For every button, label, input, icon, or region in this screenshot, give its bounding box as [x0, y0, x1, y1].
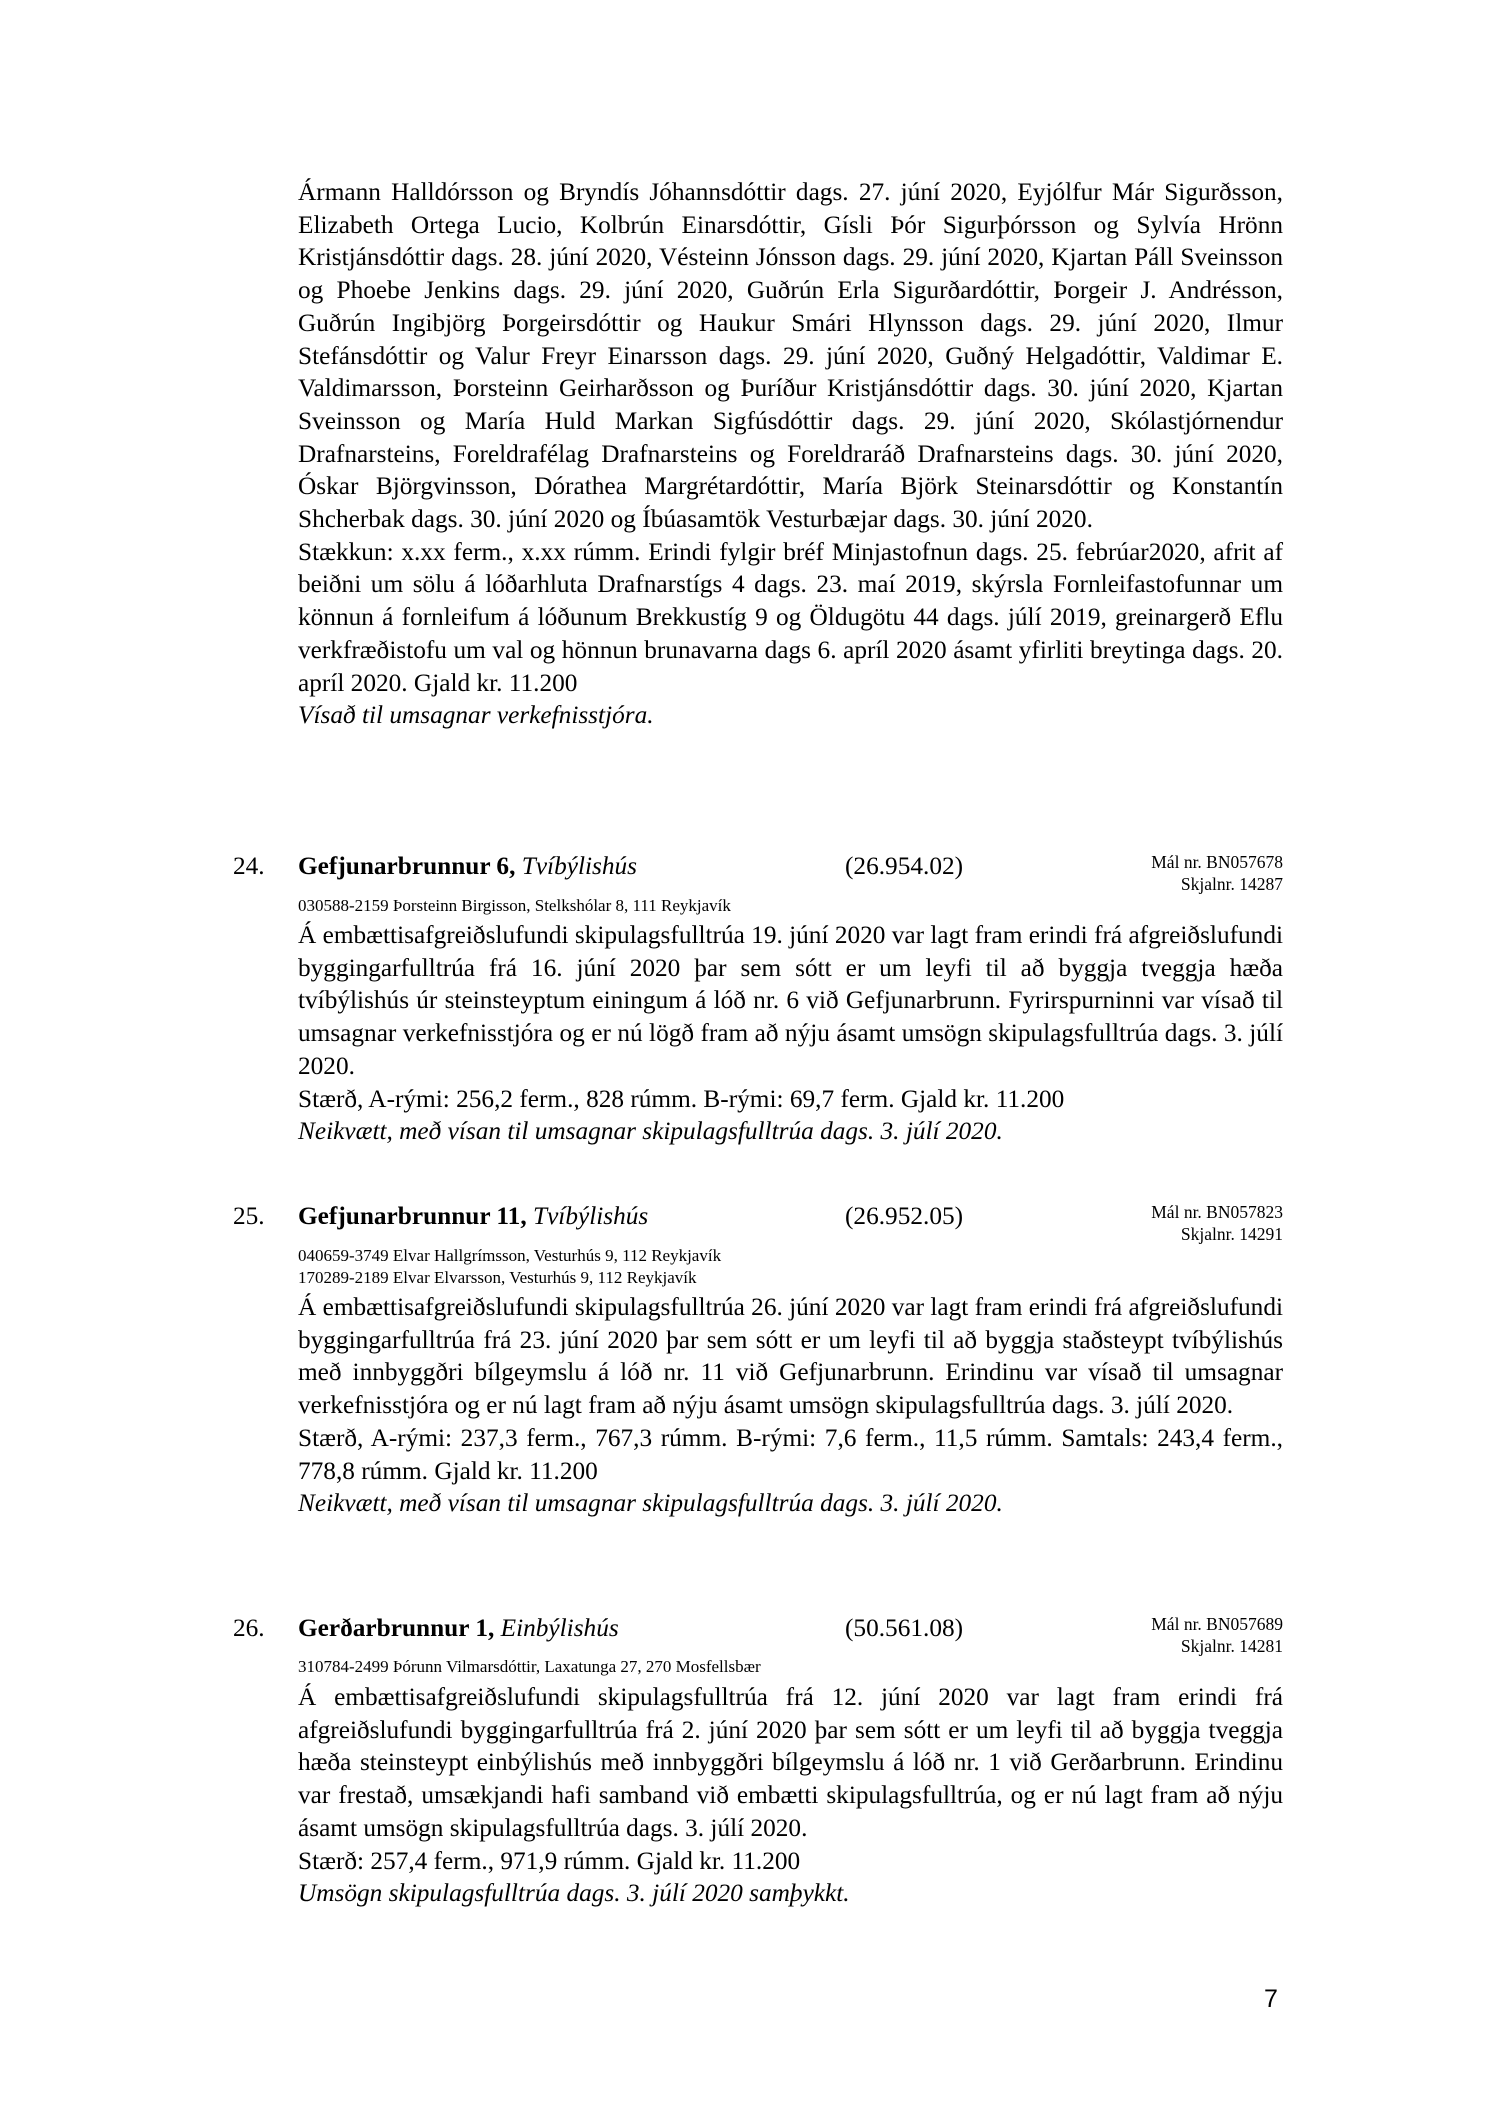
- item-reference: [1151, 1201, 1283, 1245]
- item-number: 25.: [233, 1202, 265, 1230]
- item-skjal-number: Skjalnr. 14287: [1180, 874, 1283, 894]
- item-reference: [1151, 851, 1283, 895]
- item-title: [298, 852, 637, 881]
- item-owner: 030588-2159 Þorsteinn Birgisson, Stelkshólar 8, 111 Reykjavík: [298, 896, 731, 915]
- item-owner: 170289-2189 Elvar Elvarsson, Vesturhús 9, 112 Reykjavík: [298, 1268, 697, 1287]
- item-title: [298, 1614, 619, 1643]
- item-decision: Neikvætt, með vísan til umsagnar skipulagsfulltrúa dags. 3. júlí 2020.: [298, 1117, 1003, 1146]
- item-owner: 040659-3749 Elvar Hallgrímsson, Vesturhús 9, 112 Reykjavík: [298, 1246, 722, 1265]
- item-size: Stærð: 257,4 ferm., 971,9 rúmm. Gjald kr. 11.200: [298, 1846, 801, 1875]
- item-number: 24.: [233, 852, 265, 880]
- item-mal-number: Mál nr. BN057678: [1151, 852, 1283, 872]
- page-number: 7: [1264, 1985, 1278, 2013]
- item-owners: [298, 1245, 721, 1289]
- item-land-number: (50.561.08): [845, 1614, 964, 1642]
- item-mal-number: Mál nr. BN057689: [1151, 1614, 1283, 1634]
- intro-block: [298, 176, 1283, 732]
- item-land-number: (26.952.05): [845, 1202, 964, 1230]
- item-decision: Umsögn skipulagsfulltrúa dags. 3. júlí 2020 samþykkt.: [298, 1879, 850, 1908]
- item-decision: Neikvætt, með vísan til umsagnar skipulagsfulltrúa dags. 3. júlí 2020.: [298, 1489, 1003, 1518]
- item-owners: [298, 1656, 761, 1678]
- intro-text: Ármann Halldórsson og Bryndís Jóhannsdóttir dags. 27. júní 2020, Eyjólfur Már Sigurðsson, Elizabeth Ortega Lucio, Kolbrún Einarsdóttir, Gísli Þór Sigurþórsson og Sylvía Hrönn Kristjánsdóttir dags. 28. júní 2020, Vésteinn Jónsson dags. 29. júní 2020, Kjartan Páll Sveinsson og Phoebe Jenkins dags. 29. júní 2020, Guðrún Erla Sigurðardóttir, Þorgeir J. Andrésson, Guðrún Ingibjörg Þorgeirsdóttir og Haukur Smári Hlynsson dags. 29. júní 2020, Ilmur Stefánsdóttir og Valur Freyr Einarsson dags. 29. júní 2020, Guðný Helgadóttir, Valdimar E. Valdimarsson, Þorsteinn Geirharðsson og Þuríður Kristjánsdóttir dags. 30. júní 2020, Kjartan Sveinsson og María Huld Markan Sigfúsdóttir dags. 29. júní 2020, Skólastjórnendur Drafnarsteins, Foreldrafélag Drafnarsteins og Foreldraráð Drafnarsteins dags. 30. júní 2020, Óskar Björgvinsson, Dórathea Margrétardóttir, María Björk Steinarsdóttir og Konstantín Shcherbak dags. 30. júní 2020 og Íbúasamtök Vesturbæjar dags. 30. júní 2020.: [298, 178, 1283, 534]
- intro-decision: Vísað til umsagnar verkefnisstjóra.: [298, 701, 654, 730]
- item-street: Gefjunarbrunnur 11,: [298, 1202, 527, 1230]
- item-type: Einbýlishús: [500, 1614, 619, 1642]
- item-text: Á embættisafgreiðslufundi skipulagsfulltrúa 19. júní 2020 var lagt fram erindi frá afgreiðslufundi byggingarfulltrúa frá 16. júní 2020 þar sem sótt er um leyfi til að byggja tveggja hæða tvíbýlishús úr steinsteyptum einingum á lóð nr. 6 við Gefjunarbrunn. Fyrirspurninni var vísað til umsagnar verkefnisstjóra og er nú lögð fram að nýju ásamt umsögn skipulagsfulltrúa dags. 3. júlí 2020.: [298, 921, 1283, 1080]
- item-text: Á embættisafgreiðslufundi skipulagsfulltrúa frá 12. júní 2020 var lagt fram erindi frá afgreiðslufundi byggingarfulltrúa frá 2. júní 2020 þar sem sótt er um leyfi til að byggja tveggja hæða steinsteypt einbýlishús með innbyggðri bílgeymslu á lóð nr. 1 við Gerðarbrunn. Erindinu var frestað, umsækjandi hafi samband við embætti skipulagsfulltrúa, og er nú lagt fram að nýju ásamt umsögn skipulagsfulltrúa dags. 3. júlí 2020.: [298, 1683, 1283, 1842]
- item-type: Tvíbýlishús: [533, 1202, 649, 1230]
- item-title: [298, 1202, 648, 1231]
- item-text: Á embættisafgreiðslufundi skipulagsfulltrúa 26. júní 2020 var lagt fram erindi frá afgreiðslufundi byggingarfulltrúa frá 23. júní 2020 þar sem sótt er um leyfi til að byggja staðsteypt tvíbýlishús með innbyggðri bílgeymslu á lóð nr. 11 við Gefjunarbrunn. Erindinu var vísað til umsagnar verkefnisstjóra og er nú lagt fram að nýju ásamt umsögn skipulagsfulltrúa dags. 3. júlí 2020.: [298, 1293, 1283, 1420]
- item-size: Stærð, A-rými: 256,2 ferm., 828 rúmm. B-rými: 69,7 ferm. Gjald kr. 11.200: [298, 1084, 1065, 1113]
- item-land-number: (26.954.02): [845, 852, 964, 880]
- item-body: [298, 1681, 1283, 1910]
- item-street: Gefjunarbrunnur 6,: [298, 852, 516, 880]
- item-skjal-number: Skjalnr. 14281: [1180, 1636, 1283, 1656]
- item-body: [298, 1291, 1283, 1520]
- item-owners: [298, 895, 731, 917]
- item-size: Stærð, A-rými: 237,3 ferm., 767,3 rúmm. B-rými: 7,6 ferm., 11,5 rúmm. Samtals: 243,4 ferm., 778,8 rúmm. Gjald kr. 11.200: [298, 1423, 1283, 1485]
- item-mal-number: Mál nr. BN057823: [1151, 1202, 1283, 1222]
- item-reference: [1151, 1613, 1283, 1657]
- item-street: Gerðarbrunnur 1,: [298, 1614, 495, 1642]
- item-type: Tvíbýlishús: [521, 852, 637, 880]
- item-number: 26.: [233, 1614, 265, 1642]
- intro-size: Stækkun: x.xx ferm., x.xx rúmm. Erindi fylgir bréf Minjastofnun dags. 25. febrúar2020, afrit af beiðni um sölu á lóðarhluta Drafnarstígs 4 dags. 23. maí 2019, skýrsla Fornleifastofunnar um könnun á fornleifum á lóðunum Brekkustíg 9 og Öldugötu 44 dags. júlí 2019, greinargerð Eflu verkfræðistofu um val og hönnun brunavarna dags 6. apríl 2020 ásamt yfirliti breytinga dags. 20. apríl 2020. Gjald kr. 11.200: [298, 537, 1283, 697]
- item-skjal-number: Skjalnr. 14291: [1180, 1224, 1283, 1244]
- item-owner: 310784-2499 Þórunn Vilmarsdóttir, Laxatunga 27, 270 Mosfellsbær: [298, 1657, 761, 1676]
- item-body: [298, 919, 1283, 1148]
